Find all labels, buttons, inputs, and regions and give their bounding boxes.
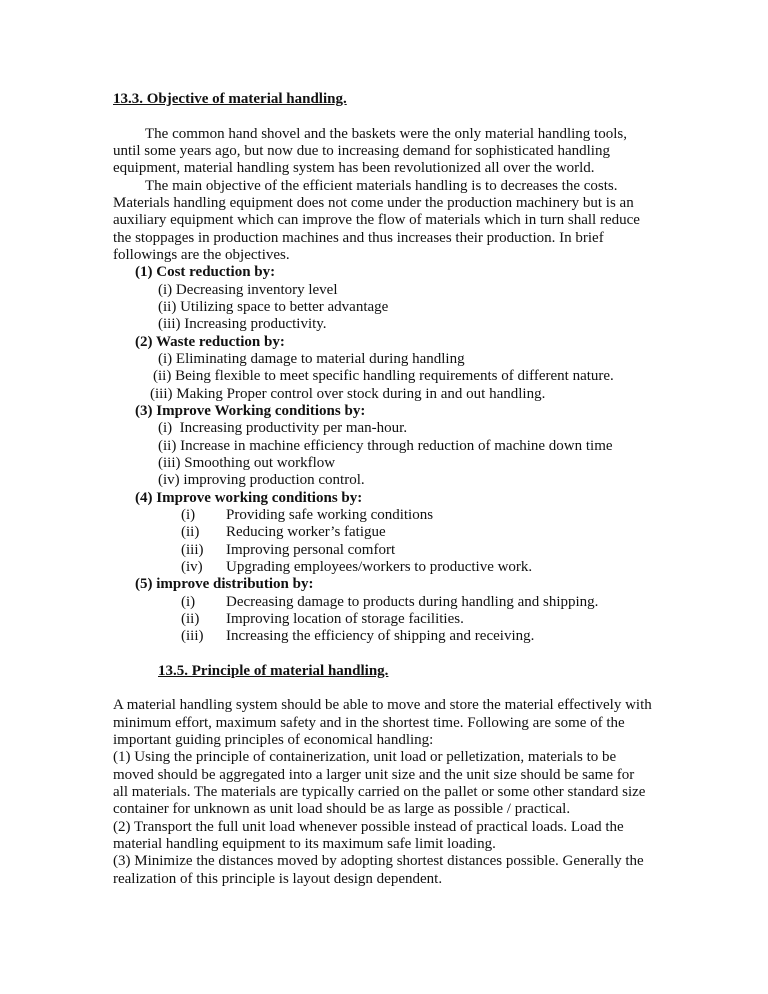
item-text: Improving personal comfort [226,541,396,558]
document-page [113,91,673,888]
paragraph-line: minimum effort, maximum safety and in the shortest time. Following are some of the [113,714,625,731]
item-number: (iii) [181,541,204,558]
item-number: (i) [181,593,196,610]
paragraph-line: auxiliary equipment which can improve the flow of materials which in turn shall reduce [113,212,640,229]
paragraph-line: (2) Transport the full unit load whenever possible instead of practical loads. Load the [113,818,624,835]
objective-item [113,611,673,628]
paragraph-line: The main objective of the efficient materials handling is to decreases the costs. [145,177,618,194]
paragraph-line: (3) Minimize the distances moved by adopting shortest distances possible. Generally the [113,853,644,870]
item-text: Reducing worker’s fatigue [226,524,386,541]
item-text: Providing safe working conditions [226,506,434,523]
objective-item: (i) Eliminating damage to material during handling [158,350,465,367]
objective-title: (2) Waste reduction by: [135,333,285,350]
objective-item: (iii) Smoothing out workflow [158,454,336,471]
item-number: (ii) [181,524,200,541]
paragraph-line: all materials. The materials are typically carried on the pallet or some other standard size [113,784,646,801]
objective-item [113,594,673,611]
objective-item: (iv) improving production control. [158,472,365,489]
objective-title: (1) Cost reduction by: [135,264,276,281]
paragraph-line: realization of this principle is layout design dependent. [113,870,443,887]
objective-item: (i) Decreasing inventory level [158,281,338,298]
objective-item [113,542,673,559]
objective-item [113,524,673,541]
objective-item: (ii) Increase in machine efficiency through reduction of machine down time [158,437,613,454]
item-text: Upgrading employees/workers to productive work. [226,558,533,575]
paragraph-line: The common hand shovel and the baskets were the only material handling tools, [145,125,627,142]
item-number: (iii) [181,628,204,645]
paragraph-line: A material handling system should be able to move and store the material effectively with [113,697,652,714]
paragraph-line: moved should be aggregated into a larger unit size and the unit size should be same for [113,766,635,783]
objective-title: (4) Improve working conditions by: [135,489,363,506]
paragraph-line: the stoppages in production machines and thus increases their production. In brief [113,229,604,246]
item-text: Increasing the efficiency of shipping and receiving. [226,628,535,645]
objective-title: (5) improve distribution by: [135,576,314,593]
section-heading: 13.3. Objective of material handling. [113,91,347,107]
item-text: Improving location of storage facilities. [226,610,464,627]
paragraph-line: material handling equipment to its maximum safe limit loading. [113,836,496,853]
paragraph-line: Materials handling equipment does not come under the production machinery but is an [113,194,634,211]
section-heading: 13.5. Principle of material handling. [158,662,389,679]
item-number: (i) [181,506,196,523]
paragraph-line: followings are the objectives. [113,246,290,263]
paragraph-line: (1) Using the principle of containerization, unit load or pelletization, materials to be [113,749,617,766]
paragraph-line: until some years ago, but now due to increasing demand for sophisticated handling [113,142,610,159]
objective-item [113,507,673,524]
item-text: Decreasing damage to products during handling and shipping. [226,593,599,610]
objective-title: (3) Improve Working conditions by: [135,402,366,419]
paragraph-line: important guiding principles of economical handling: [113,732,434,749]
objective-item: (i) Increasing productivity per man-hour. [158,420,408,437]
item-number: (ii) [181,610,200,627]
item-number: (iv) [181,558,203,575]
objective-item: (ii) Utilizing space to better advantage [158,298,389,315]
paragraph-line: container for unknown as unit load should be as large as possible / practical. [113,801,571,818]
objective-item: (ii) Being flexible to meet specific handling requirements of different nature. [153,368,614,385]
objective-item [113,559,673,576]
paragraph-line: equipment, material handling system has been revolutionized all over the world. [113,160,595,177]
objective-item: (iii) Making Proper control over stock during in and out handling. [150,385,546,402]
objective-item [113,628,673,645]
objective-item: (iii) Increasing productivity. [158,316,327,333]
